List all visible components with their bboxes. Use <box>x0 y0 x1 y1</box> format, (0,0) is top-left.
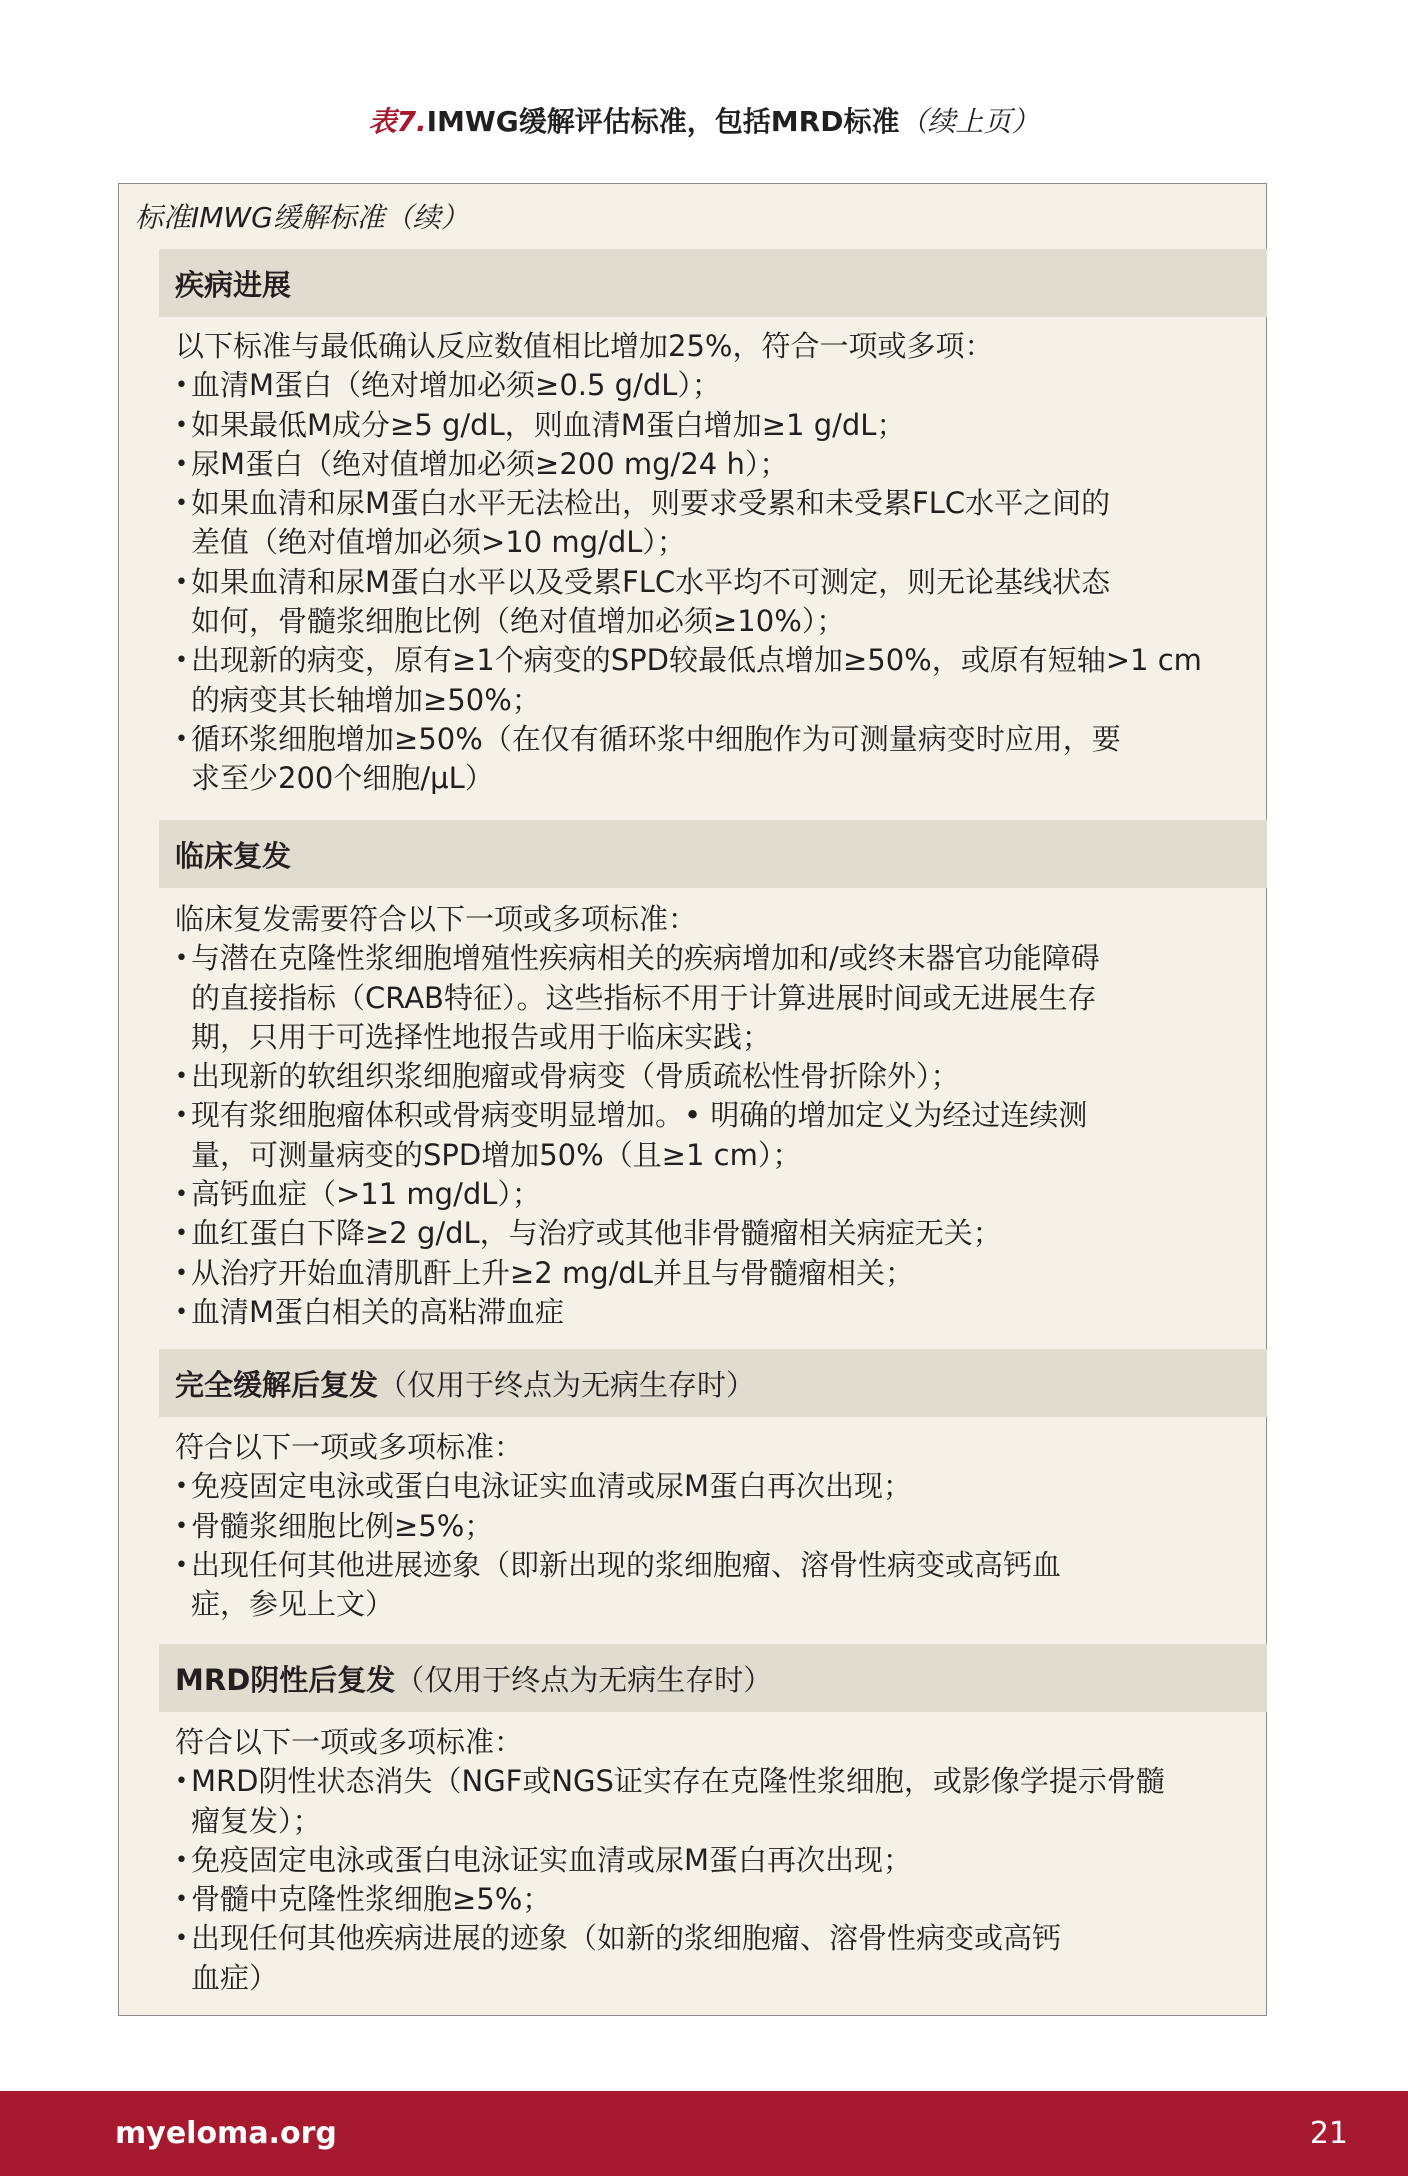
section-heading-note: （仅用于终点为无病生存时） <box>395 1662 773 1697</box>
list-item: • MRD阴性状态消失（NGF或NGS证实存在克隆性浆细胞，或影像学提示骨髓 瘤复发）； <box>175 1762 1257 1841</box>
list-item: • 如果血清和尿M蛋白水平无法检出，则要求受累和未受累FLC水平之间的 差值（绝对值增加必须>10 mg/dL）； <box>175 484 1257 563</box>
continued-note: （续上页） <box>899 105 1040 138</box>
section-heading-clinical-relapse <box>159 820 1267 888</box>
section-heading-note: （仅用于终点为无病生存时） <box>378 1367 756 1402</box>
list-item: • 血清M蛋白（绝对增加必须≥0.5 g/dL）； <box>175 366 1257 405</box>
list-item: • 血红蛋白下降≥2 g/dL，与治疗或其他非骨髓瘤相关病症无关； <box>175 1214 1257 1253</box>
list-item: • 尿M蛋白（绝对值增加必须≥200 mg/24 h）； <box>175 445 1257 484</box>
section-intro: 以下标准与最低确认反应数值相比增加25%，符合一项或多项： <box>175 329 994 363</box>
section-heading-text: 疾病进展 <box>175 267 292 302</box>
list-item: • 免疫固定电泳或蛋白电泳证实血清或尿M蛋白再次出现； <box>175 1467 1257 1506</box>
criteria-table <box>118 183 1267 2016</box>
list-item: • 免疫固定电泳或蛋白电泳证实血清或尿M蛋白再次出现； <box>175 1841 1257 1880</box>
list-item: • 出现任何其他进展迹象（即新出现的浆细胞瘤、溶骨性病变或高钙血 症，参见上文） <box>175 1546 1257 1625</box>
page-number: 21 <box>1309 2116 1348 2151</box>
section-intro: 符合以下一项或多项标准： <box>175 1725 524 1759</box>
section-heading-text: 临床复发 <box>175 838 292 873</box>
list-item: • 如果血清和尿M蛋白水平以及受累FLC水平均不可测定，则无论基线状态 如何，骨髓浆细胞比例（绝对值增加必须≥10%）； <box>175 563 1257 642</box>
list-item: • 与潜在克隆性浆细胞增殖性疾病相关的疾病增加和/或终末器官功能障碍 的直接指标（CRAB特征）。这些指标不用于计算进展时间或无进展生存 期，只用于可选择性地报告或用于临床实践； <box>175 939 1257 1057</box>
table-caption <box>0 102 1408 142</box>
table-number: 表7. <box>368 105 427 138</box>
list-item: • 循环浆细胞增加≥50%（在仅有循环浆中细胞作为可测量病变时应用，要 求至少200个细胞/μL） <box>175 720 1257 799</box>
section-heading-relapse-after-cr <box>159 1349 1267 1417</box>
list-item: • 血清M蛋白相关的高粘滞血症 <box>175 1293 1257 1332</box>
section-body-relapse-after-cr <box>175 1428 1257 1624</box>
list-item: • 如果最低M成分≥5 g/dL，则血清M蛋白增加≥1 g/dL； <box>175 406 1257 445</box>
section-heading-progression <box>159 249 1267 317</box>
section-body-progression <box>175 327 1257 799</box>
section-heading-text: MRD阴性后复发 <box>175 1662 396 1697</box>
section-heading-text: 完全缓解后复发 <box>175 1367 379 1402</box>
section-heading-relapse-after-mrd <box>159 1644 1267 1712</box>
website-link[interactable]: myeloma.org <box>115 2116 337 2151</box>
page-footer <box>0 2091 1408 2176</box>
section-body-relapse-after-mrd <box>175 1723 1257 1998</box>
list-item: • 骨髓浆细胞比例≥5%； <box>175 1507 1257 1546</box>
list-item: • 高钙血症（>11 mg/dL）； <box>175 1175 1257 1214</box>
list-item: • 从治疗开始血清肌酐上升≥2 mg/dL并且与骨髓瘤相关； <box>175 1254 1257 1293</box>
section-intro: 符合以下一项或多项标准： <box>175 1430 524 1464</box>
section-body-clinical-relapse <box>175 900 1257 1332</box>
table-title: IMWG缓解评估标准，包括MRD标准 <box>426 105 900 138</box>
list-item: • 骨髓中克隆性浆细胞≥5%； <box>175 1880 1257 1919</box>
list-item: • 出现新的病变，原有≥1个病变的SPD较最低点增加≥50%，或原有短轴>1 cm 的病变其长轴增加≥50%； <box>175 641 1257 720</box>
list-item: • 现有浆细胞瘤体积或骨病变明显增加。• 明确的增加定义为经过连续测 量，可测量病变的SPD增加50%（且≥1 cm）； <box>175 1096 1257 1175</box>
list-item: • 出现新的软组织浆细胞瘤或骨病变（骨质疏松性骨折除外）； <box>175 1057 1257 1096</box>
list-item: • 出现任何其他疾病进展的迹象（如新的浆细胞瘤、溶骨性病变或高钙 血症） <box>175 1919 1257 1998</box>
section-intro: 临床复发需要符合以下一项或多项标准： <box>175 902 698 936</box>
table-header: 标准IMWG缓解标准（续） <box>135 201 469 234</box>
